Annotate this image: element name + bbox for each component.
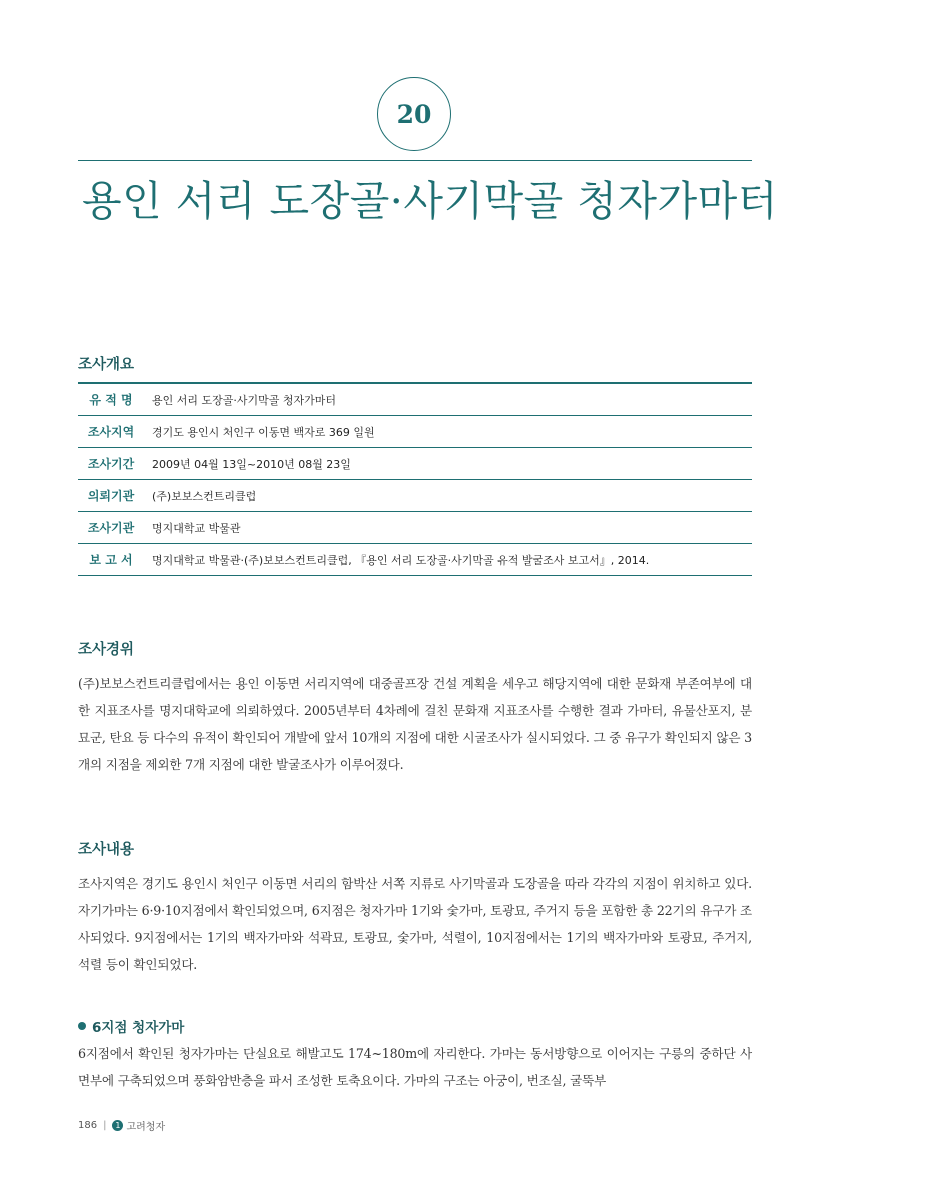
table-row [78,448,752,480]
page-title: 용인 서리 도장골·사기막골 청자가마터 [82,177,778,225]
page-number: 186 [78,1120,98,1131]
title-divider [78,160,752,161]
bullet-icon [78,1022,86,1030]
row-value: 명지대학교 박물관 [144,512,752,544]
page-footer [78,1118,165,1133]
kiln6-heading-label: 6지점 청자가마 [92,1020,185,1036]
chapter-number-badge: 20 [377,77,451,151]
row-label: 조사지역 [78,416,144,448]
row-value: (주)보보스컨트리클럽 [144,480,752,512]
section-label: 고려청자 [126,1122,166,1133]
row-value: 명지대학교 박물관·(주)보보스컨트리클럽, 『용인 서리 도장골·사기막골 유적 발굴조사 보고서』, 2014. [144,544,752,576]
row-label: 유 적 명 [78,383,144,416]
table-row [78,480,752,512]
contents-heading: 조사내용 [78,842,135,858]
table-row [78,544,752,576]
row-label: 조사기간 [78,448,144,480]
section-number-icon: 1 [112,1120,123,1131]
row-label: 의뢰기관 [78,480,144,512]
background-paragraph: (주)보보스컨트리클럽에서는 용인 이동면 서리지역에 대중골프장 건설 계획을 세우고 해당지역에 대한 문화재 부존여부에 대한 지표조사를 명지대학교에 의뢰하였다. 2005년부터 4차례에 걸친 문화재 지표조사를 수행한 결과 가마터, 유물산포지, 분묘군, 탄요 등 다수의 유적이 확인되어 개발에 앞서 10개의 지점에 대한 시굴조사가 실시되었다. 그 중 유구가 확인되지 않은 3개의 지점을 제외한 7개 지점에 대한 발굴조사가 이루어졌다. [78,676,752,772]
contents-paragraph: 조사지역은 경기도 용인시 처인구 이동면 서리의 함박산 서쪽 지류로 사기막골과 도장골을 따라 각각의 지점이 위치하고 있다. 자기가마는 6·9·10지점에서 확인되었으며, 6지점은 청자가마 1기와 숯가마, 토광묘, 주거지 등을 포함한 총 22기의 유구가 조사되었다. 9지점에서는 1기의 백자가마와 석곽묘, 토광묘, 숯가마, 석렬이, 10지점에서는 1기의 백자가마와 토광묘, 주거지, 석렬 등이 확인되었다. [78,876,752,972]
kiln6-paragraph: 6지점에서 확인된 청자가마는 단실요로 해발고도 174~180m에 자리한다. 가마는 동서방향으로 이어지는 구릉의 중하단 사면부에 구축되었으며 풍화암반층을 파서 조성한 토축요이다. 가마의 구조는 아궁이, 번조실, 굴뚝부 [78,1046,752,1088]
table-row [78,512,752,544]
table-row [78,383,752,416]
row-label: 보 고 서 [78,544,144,576]
row-value: 2009년 04월 13일~2010년 08월 23일 [144,448,752,480]
overview-table [78,382,752,576]
kiln6-heading [78,1016,184,1036]
row-value: 용인 서리 도장골·사기막골 청자가마터 [144,383,752,416]
row-label: 조사기관 [78,512,144,544]
row-value: 경기도 용인시 처인구 이동면 백자로 369 일원 [144,416,752,448]
footer-separator: | [103,1120,107,1131]
overview-heading: 조사개요 [78,357,135,373]
background-heading: 조사경위 [78,642,135,658]
table-row [78,416,752,448]
